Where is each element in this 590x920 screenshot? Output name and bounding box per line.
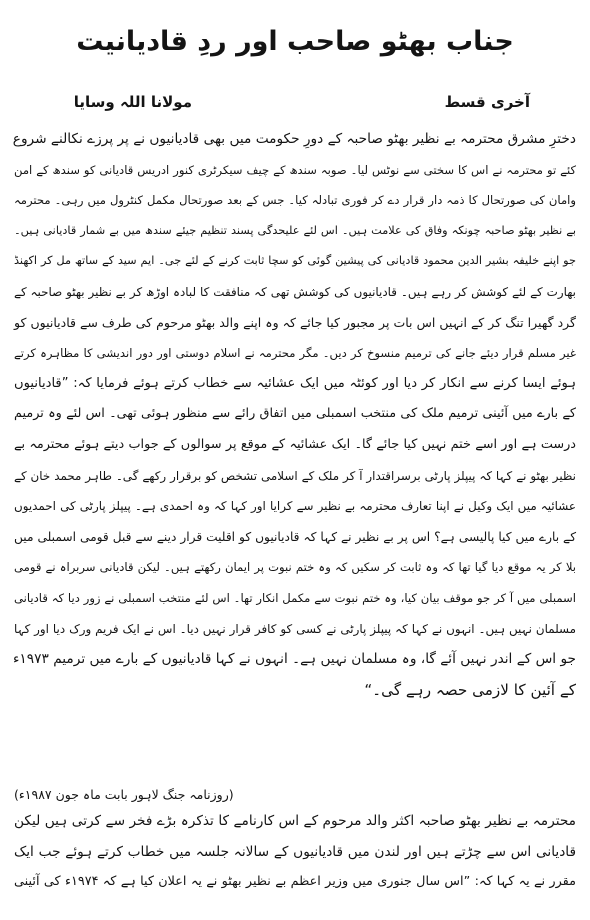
text-line: درست ہے اور اسے ختم نہیں کیا جائے گا۔ ایک عشائیہ کے موقع پر سوالوں کے جواب دیتے ہوئے محترمہ بے: [14, 436, 576, 452]
text-line: گرد گھیرا تنگ کر کے انہیں اس بات پر مجبور کیا جائے کہ وہ اپنے والد بھٹو مرحوم کی طرف سے قادیانیوں کو: [14, 314, 576, 330]
text-line: جو اس کے اندر نہیں آئے گا، وہ مسلمان نہیں ہے۔ انہوں نے کہا قادیانیوں کے بارے میں ترمیم ۱۹۷۳ء: [12, 651, 576, 668]
text-line: عشائیہ میں ایک وکیل نے اپنا تعارف محترمہ بے نظیر سے کرایا اور کہا کہ وہ احمدی ہے۔ پیپلز پارٹی کی احمدیوں: [14, 499, 576, 514]
text-line: اسمبلی میں آ کر جو موقف بیان کیا، وہ ختم نبوت سے مکمل انکار تھا۔ اس لئے منتخب اسمبلی نے زور دیا کہ قادیانی: [14, 590, 576, 605]
author-name: مولانا اللہ وسایا: [73, 93, 192, 111]
text-line: محترمہ بے نظیر بھٹو صاحبہ اکثر والد مرحوم کے اس کارنامے کا تذکرہ بڑے فخر سے کرتی ہیں لیکن: [14, 813, 576, 829]
text-line: کے بارے میں آئینی ترمیم ملک کی منتخب اسمبلی میں اتفاق رائے سے منظور ہوئی تھی۔ اس لئے وہ ترمیم: [14, 406, 576, 422]
text-line: نظیر بھٹو نے کہا کہ پیپلز پارٹی برسراقتدار آ کر ملک کے اسلامی تشخص کو برقرار رکھے گی۔ طاہر محمد خان کے: [14, 468, 576, 483]
text-line: غیر مسلم قرار دیئے جانے کی ترمیم منسوخ کر دیں۔ مگر محترمہ نے اسلام دوستی اور دور اندیشی کا مظاہرہ کرتے: [14, 346, 576, 361]
text-line: ہوئے ایسا کرنے سے انکار کر دیا اور کوئٹہ میں ایک عشائیہ سے خطاب کرتے ہوئے فرمایا کہ: ”قادیانیوں: [14, 375, 576, 391]
text-line: مقرر نے یہ کہا کہ: ”اس سال جنوری میں وزیر اعظم بے نظیر بھٹو نے یہ اعلان کیا ہے کہ ۱۹۷۴ء کی آئینی: [14, 874, 576, 890]
source-citation: (روزنامہ جنگ لاہور بابت ماہ جون ۱۹۸۷ء): [14, 787, 234, 802]
text-line: کئے تو محترمہ نے اس کا سختی سے نوٹس لیا۔ صوبہ سندھ کے چیف سیکرٹری کنور ادریس قادیانی کو سندھ کے امن: [14, 162, 576, 177]
episode-label: آخری قسط: [444, 93, 530, 111]
text-line: بے نظیر بھٹو صاحبہ چونکہ وفاق کی علامت ہیں۔ اس لئے علیحدگی پسند تنظیم جیئے سندھ میں بے شمار قادیانی ہیں۔: [14, 223, 576, 237]
text-line: کے بارے میں کیا پالیسی ہے؟ اس پر بے نظیر نے کہا کہ قادیانیوں کو اقلیت قرار دینے سے قبل قومی اسمبلی میں: [14, 529, 576, 544]
text-line: بھارت کے لئے کوشش کر رہے ہیں۔ قادیانیوں کی کوشش تھی کہ منافقت کا لبادہ اوڑھ کر بے نظیر بھٹو صاحبہ کے: [14, 284, 576, 299]
text-line: قادیانی اس سے چڑتے ہیں اور لندن میں قادیانیوں کے سالانہ جلسہ میں خطاب کرتے ہوئے جب ایک: [14, 843, 576, 860]
text-line: مسلمان نہیں ہیں۔ انہوں نے کہا کہ پیپلز پارٹی نے کسی کو کافر قرار نہیں دیا۔ اس نے ایک فریم ورک دیا اور کہا: [14, 621, 576, 636]
text-line: جو اپنے خلیفہ بشیر الدین محمود قادیانی کی پیشین گوئی کو سچا ثابت کرنے کے لئے جی۔ ایم سید کے ساتھ مل کر اکھنڈ: [14, 254, 576, 268]
article-body-paragraph-2: [14, 806, 576, 898]
text-line: دخترِ مشرق محترمہ بے نظیر بھٹو صاحبہ کے دورِ حکومت میں بھی قادیانیوں نے پر پرزے نکالنے شروع: [12, 131, 576, 147]
article-title: جناب بھٹو صاحب اور ردِ قادیانیت: [76, 26, 514, 57]
text-line: وامان کی صورتحال کا ذمہ دار قرار دے کر فوری تبادلہ کیا۔ جس کے بعد صورتحال مکمل کنٹرول میں رہی۔ محترمہ: [14, 193, 576, 208]
text-line: کے آئین کا لازمی حصہ رہے گی۔“: [364, 680, 576, 699]
article-body-paragraph-1: [14, 124, 576, 705]
text-line: بلا کر یہ موقع دیا گیا تھا کہ وہ ثابت کر سکیں کہ وہ ختم نبوت پر ایمان رکھتے ہیں۔ لیکن قادیانی سربراہ نے قومی: [14, 560, 576, 575]
